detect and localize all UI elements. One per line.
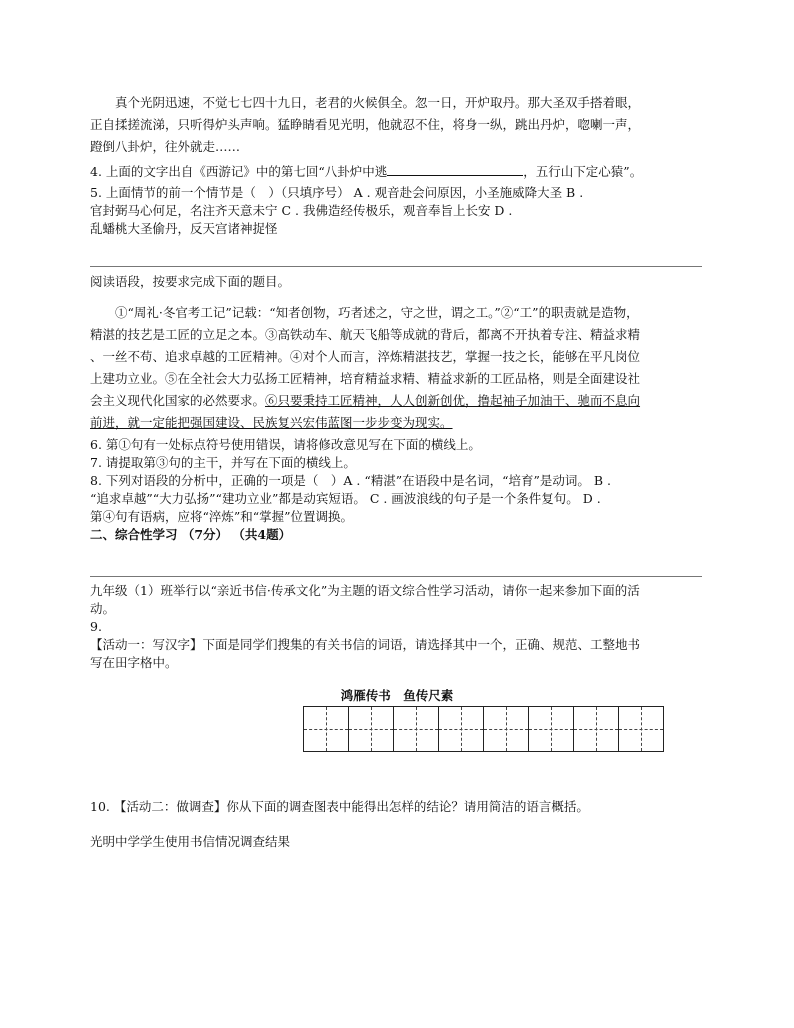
question-6: 6. 第①句有一处标点符号使用错误，请将修改意见写在下面的横线上。 <box>90 437 481 452</box>
grid-cell[interactable] <box>618 706 664 752</box>
question-9-number: 9. <box>90 619 102 634</box>
grid-cell[interactable] <box>348 706 394 752</box>
answer-blank[interactable] <box>387 163 523 176</box>
section-divider <box>90 576 702 577</box>
passage-line: 真个光阴迅速，不觉七七四十九日，老君的火候俱全。忽一日，开炉取丹。那大圣双手搭着眼， <box>115 95 641 110</box>
grid-cell[interactable] <box>438 706 484 752</box>
section-heading: 二、综合性学习 （7分） （共4题） <box>90 527 292 542</box>
activity-one-line: 写在田字格中。 <box>90 655 178 670</box>
activity-section <box>90 582 702 672</box>
reading-line: 精湛的技艺是工匠的立足之本。③高铁动车、航天飞船等成就的背后，都离不开执着专注、精益求精 <box>90 327 641 342</box>
passage-line: 正自揉搓流涕，只听得炉头声响。猛睁睛看见光明，他就忍不住，将身一纵，跳出丹炉，唿喇一声， <box>90 117 641 132</box>
activity-one-line: 【活动一：写汉字】下面是同学们搜集的有关书信的词语，请选择其中一个，正确、规范、工整地书 <box>90 637 641 652</box>
phrase-options: 鸿雁传书 鱼传尺素 <box>340 688 454 703</box>
question-5-line: 5. 上面情节的前一个情节是（ ）（只填序号） A . 观音赴会问原因，小圣施威降大圣 B . <box>90 185 584 200</box>
question-10: 10. 【活动二：做调查】你从下面的调查图表中能得出怎样的结论？请用简洁的语言概括。 <box>90 799 589 814</box>
question-4-text-end: ，五行山下定心猿”。 <box>523 164 643 179</box>
reading-line: 上建功立业。⑤在全社会大力弘扬工匠精神，培育精益求精、精益求新的工匠品格，则是全面建设社 <box>90 371 641 386</box>
question-8-line: 8. 下列对语段的分析中，正确的一项是（ ）A . “精湛”在语段中是名词，“培育”是动词。 B . <box>90 473 612 488</box>
question-5 <box>90 184 702 238</box>
reading-line <box>90 390 702 412</box>
question-4 <box>90 162 702 180</box>
question-5-line: 乱蟠桃大圣偷丹，反天宫诸神捉怪 <box>90 221 278 236</box>
question-7: 7. 请提取第③句的主干，并写在下面的横线上。 <box>90 455 356 470</box>
wavy-underlined-sentence: ⑥只要秉持工匠精神，人人创新创优，撸起袖子加油干、驰而不息向 <box>265 393 641 408</box>
grid-cell[interactable] <box>573 706 619 752</box>
question-4-text: 4. 上面的文字出自《西游记》中的第七回“八卦炉中逃 <box>90 164 388 179</box>
reading-line: ①“周礼·冬官考工记”记载：“知者创物，巧者述之，守之世，谓之工。”②“工”的职责就是造物， <box>115 305 639 320</box>
passage-excerpt <box>90 92 702 158</box>
grid-cell[interactable] <box>303 706 349 752</box>
reading-instruction: 阅读语段，按要求完成下面的题目。 <box>90 274 291 289</box>
survey-title: 光明中学学生使用书信情况调查结果 <box>90 834 291 849</box>
reading-passage <box>90 302 702 434</box>
wavy-underlined-sentence-end: 前进，就一定能把强国建设、民族复兴宏伟蓝图一步步变为现实。 <box>90 415 453 430</box>
activity-intro: 九年级（1）班举行以“亲近书信·传承文化”为主题的语文综合性学习活动，请你一起来参加下面的活 <box>90 583 640 598</box>
question-8-line: “追求卓越”“大力弘扬”“建功立业”都是动宾短语。 C . 画波浪线的句子是一个条件复句。 D . <box>90 491 601 506</box>
activity-intro: 动。 <box>90 601 116 616</box>
passage-line: 蹬倒八卦炉，往外就走…… <box>90 139 241 154</box>
question-8-line: 第④句有语病，应将“淬炼”和“掌握”位置调换。 <box>90 509 354 524</box>
questions-6-8 <box>90 436 702 544</box>
reading-text: 会主义现代化国家的必然要求。 <box>90 393 266 408</box>
grid-cell[interactable] <box>483 706 529 752</box>
grid-cell[interactable] <box>393 706 439 752</box>
grid-cell[interactable] <box>528 706 574 752</box>
question-5-line: 官封弼马心何足，名注齐天意未宁 C . 我佛造经传极乐，观音奉旨上长安 D . <box>90 203 513 218</box>
tianzige-grid[interactable] <box>303 706 664 752</box>
section-divider <box>90 266 702 267</box>
reading-line: 、一丝不苟、追求卓越的工匠精神。④对个人而言，淬炼精湛技艺，掌握一技之长，能够在平凡岗位 <box>90 349 641 364</box>
